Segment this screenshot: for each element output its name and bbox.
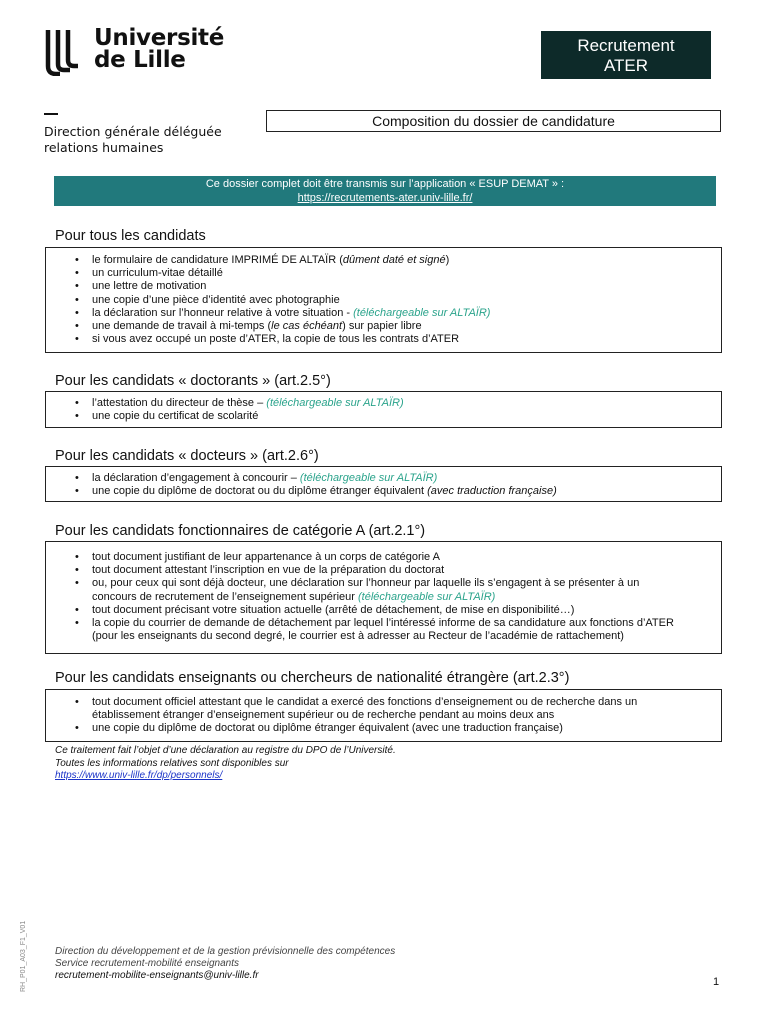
section-title-doctorants: Pour les candidats « doctorants » (art.2.5°)	[55, 373, 331, 389]
list-item: • la déclaration sur l’honneur relative à votre situation - (téléchargeable sur ALTAÏR)	[46, 307, 721, 320]
list-item: • une copie du diplôme de doctorat ou du diplôme étranger équivalent (avec traduction française)	[46, 485, 721, 498]
department-name	[44, 124, 222, 156]
section-box-docteurs	[45, 466, 722, 502]
footer-email: recrutement-mobilite-enseignants@univ-lille.fr	[55, 970, 259, 981]
list-item: • une copie du diplôme de doctorat ou diplôme étranger équivalent (avec une traduction française)	[46, 722, 721, 735]
logo-wordmark	[94, 27, 224, 71]
list-item: • la copie du courrier de demande de détachement par lequel l’intéressé informe de sa candidature aux fonctions d’ATER (pour les enseignants du second degré, le courrier est à adresser au Recteur de l’académie de rattachement)	[46, 617, 721, 643]
badge-line-2: ATER	[603, 56, 649, 75]
banner-text: Ce dossier complet doit être transmis sur l’application « ESUP DEMAT » :	[205, 178, 565, 190]
privacy-link[interactable]: https://www.univ-lille.fr/dp/personnels/	[55, 770, 223, 781]
footer-line-2: Service recrutement-mobilité enseignants	[55, 958, 239, 969]
badge-line-1: Recrutement	[577, 36, 675, 55]
section-box-doctorants	[45, 391, 722, 428]
list-item: • une demande de travail à mi-temps (le cas échéant) sur papier libre	[46, 320, 721, 333]
list-item: • la déclaration d’engagement à concourir – (téléchargeable sur ALTAÏR)	[46, 472, 721, 485]
document-reference: RH_P01_A03_F1_V01	[20, 920, 27, 992]
university-logo	[44, 25, 244, 80]
header-dash	[44, 113, 58, 115]
section-title-docteurs: Pour les candidats « docteurs » (art.2.6°)	[55, 448, 319, 464]
privacy-note-line-1: Ce traitement fait l’objet d’une déclaration au registre du DPO de l’Université.	[55, 745, 396, 756]
section-box-fonctionnaires	[45, 541, 722, 654]
department-line-1: Direction générale déléguée	[44, 124, 222, 139]
list-item: • un curriculum-vitae détaillé	[46, 267, 721, 280]
footer	[55, 946, 395, 982]
section-title-etrangers: Pour les candidats enseignants ou chercheurs de nationalité étrangère (art.2.3°)	[55, 670, 570, 686]
department-line-2: relations humaines	[44, 140, 164, 155]
section-title-fonctionnaires: Pour les candidats fonctionnaires de catégorie A (art.2.1°)	[55, 523, 426, 539]
composition-title: Composition du dossier de candidature	[266, 110, 721, 132]
list-item: • tout document attestant l’inscription en vue de la préparation du doctorat	[46, 564, 721, 577]
logo-line-2: de Lille	[94, 47, 186, 73]
list-item: • une copie du certificat de scolarité	[46, 410, 721, 423]
list-item: • l’attestation du directeur de thèse – (téléchargeable sur ALTAÏR)	[46, 397, 721, 410]
list-item: • tout document officiel attestant que le candidat a exercé des fonctions d’enseignement ou de recherche dans un établissement étranger d’enseignement supérieur ou de recherche pendant au moins deux ans	[46, 696, 721, 722]
list-item: • si vous avez occupé un poste d’ATER, la copie de tous les contrats d’ATER	[46, 333, 721, 346]
submission-banner	[54, 176, 716, 206]
privacy-note	[55, 745, 396, 783]
section-box-etrangers	[45, 689, 722, 742]
page-number: 1	[713, 976, 720, 988]
list-item: • une copie d’une pièce d’identité avec photographie	[46, 294, 721, 307]
ulille-logo-icon	[44, 30, 92, 76]
section-box-tous	[45, 247, 722, 353]
footer-line-1: Direction du développement et de la gestion prévisionnelle des compétences	[55, 946, 396, 957]
privacy-note-line-2: Toutes les informations relatives sont disponibles sur https://www.univ-lille.fr/dp/personnels/	[55, 757, 289, 781]
list-item: • tout document précisant votre situation actuelle (arrêté de détachement, de mise en disponibilité…)	[46, 604, 721, 617]
list-item: • tout document justifiant de leur appartenance à un corps de catégorie A	[46, 551, 721, 564]
banner-link[interactable]: https://recrutements-ater.univ-lille.fr/	[297, 192, 473, 204]
list-item: • une lettre de motivation	[46, 280, 721, 293]
section-title-tous: Pour tous les candidats	[55, 228, 206, 244]
logo-line-1: Université	[94, 25, 225, 51]
recruitment-badge	[541, 31, 711, 79]
list-item: • le formulaire de candidature IMPRIMÉ DE ALTAÏR (dûment daté et signé)	[46, 254, 721, 267]
list-item: • ou, pour ceux qui sont déjà docteur, une déclaration sur l’honneur par laquelle ils s’engagent à se présenter à un concours de recrutement de l’enseignement supérieur (téléchargeable sur ALTAÏR)	[46, 577, 721, 603]
